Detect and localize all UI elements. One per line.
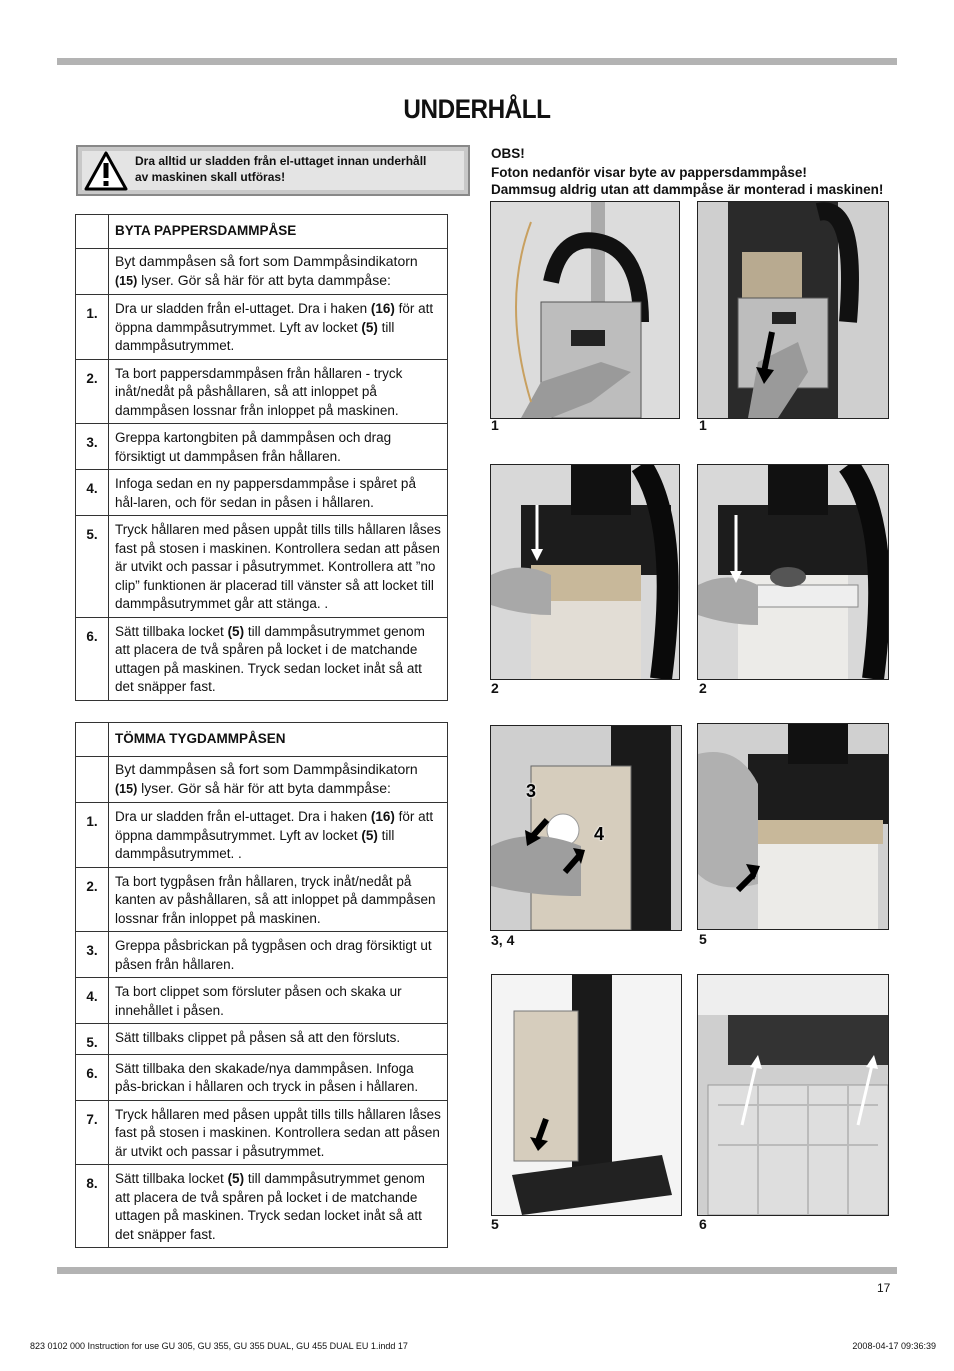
step-text: Dra ur sladden från el-uttaget. Dra i haken (16) för att öppna dammpåsutrymmet. Lyft av locket (5) till dammpåsutrymmet. . bbox=[109, 803, 448, 868]
step-text: Tryck hållaren med påsen uppåt tills tills hållaren låses fast på stosen i maskinen. Kontrollera sedan att påsen är utvikt och passar i påsutrymmet. bbox=[109, 1100, 448, 1165]
step-number: 3. bbox=[76, 932, 109, 978]
section-intro bbox=[109, 757, 448, 803]
section-tomma-table bbox=[75, 722, 448, 1248]
bottom-rule bbox=[57, 1267, 897, 1274]
step-number: 8. bbox=[76, 1165, 109, 1248]
step-text: Greppa kartongbiten på dammpåsen och drag försiktigt ut dammpåsen från hållaren. bbox=[109, 424, 448, 470]
step-number: 2. bbox=[76, 867, 109, 932]
intro-text-end: lyser. Gör så här för att byta dammpåse: bbox=[137, 779, 391, 796]
step-number: 5. bbox=[76, 1024, 109, 1055]
step-row bbox=[76, 1024, 448, 1055]
step-row bbox=[76, 516, 448, 618]
section-byta-table bbox=[75, 214, 448, 701]
intro-text-end: lyser. Gör så här för att byta dammpåse: bbox=[137, 271, 391, 288]
photo-4 bbox=[697, 723, 889, 930]
step-row bbox=[76, 1054, 448, 1100]
step-number: 3. bbox=[76, 424, 109, 470]
obs-label: OBS! bbox=[491, 146, 525, 161]
photo-label: 2 bbox=[491, 680, 499, 696]
intro-text: Byt dammpåsen så fort som Dammpåsindikatorn bbox=[115, 761, 418, 777]
step-row bbox=[76, 803, 448, 868]
step-text: Sätt tillbaka locket (5) till dammpåsutrymmet genom att placera de två spåren på locket i de matchande uttagen på maskinen. Tryck sedan locket inåt så att det snäpper fast. bbox=[109, 1165, 448, 1248]
photo-5-illustration bbox=[492, 975, 681, 1215]
warning-box bbox=[76, 145, 470, 196]
step-row bbox=[76, 867, 448, 932]
step-text: Dra ur sladden från el-uttaget. Dra i haken (16) för att öppna dammpåsutrymmet. Lyft av locket (5) till dammpåsutrymmet. bbox=[109, 295, 448, 360]
obs-line-1: Foton nedanför visar byte av pappersdammpåse! bbox=[491, 165, 807, 180]
footer-file-info: 823 0102 000 Instruction for use GU 305, GU 355, GU 355 DUAL, GU 455 DUAL EU 1.indd 17 bbox=[30, 1341, 408, 1351]
warning-line-1: Dra alltid ur sladden från el-uttaget innan underhåll bbox=[135, 154, 427, 168]
photo-6-illustration bbox=[698, 975, 888, 1215]
photo-label: 6 bbox=[699, 1216, 707, 1232]
step-row bbox=[76, 470, 448, 516]
header-blank-cell bbox=[76, 215, 109, 249]
step-text: Sätt tillbaka den skakade/nya dammpåsen. Infoga pås-brickan i hållaren och tryck in påsen i hållaren. bbox=[109, 1054, 448, 1100]
step-number: 6. bbox=[76, 617, 109, 700]
step-text: Tryck hållaren med påsen uppåt tills tills hållaren låses fast på stosen i maskinen. Kontrollera sedan att påsen är utvikt och passar i påsutrymmet. Kontrollera att ”no clip” funktionen är placerad till vänster så att locket till dammpåsutrymmet går att stänga. . bbox=[109, 516, 448, 618]
section-heading: BYTA PAPPERSDAMMPÅSE bbox=[109, 215, 448, 249]
photo-1a bbox=[490, 201, 680, 419]
photo-label: 5 bbox=[491, 1216, 499, 1232]
step-number: 5. bbox=[76, 516, 109, 618]
intro-text: Byt dammpåsen så fort som Dammpåsindikatorn bbox=[115, 253, 418, 269]
top-rule bbox=[57, 58, 897, 65]
intro-blank-cell bbox=[76, 757, 109, 803]
footer-timestamp: 2008-04-17 09:36:39 bbox=[852, 1341, 936, 1351]
step-number: 1. bbox=[76, 295, 109, 360]
intro-blank-cell bbox=[76, 249, 109, 295]
obs-line-2: Dammsug aldrig utan att dammpåse är monterad i maskinen! bbox=[491, 182, 884, 197]
header-blank-cell bbox=[76, 723, 109, 757]
step-number: 4. bbox=[76, 978, 109, 1024]
photo-1a-illustration bbox=[491, 202, 679, 418]
step-number: 7. bbox=[76, 1100, 109, 1165]
step-row bbox=[76, 932, 448, 978]
intro-ref: (15) bbox=[115, 781, 138, 796]
step-number: 4. bbox=[76, 470, 109, 516]
photo-2a-illustration bbox=[491, 465, 679, 679]
warning-text bbox=[135, 153, 455, 185]
step-number: 2. bbox=[76, 359, 109, 424]
photo-label: 2 bbox=[699, 680, 707, 696]
photo-label: 5 bbox=[699, 931, 707, 947]
obs-note bbox=[491, 145, 883, 198]
intro-ref: (15) bbox=[115, 273, 138, 288]
step-text: Infoga sedan en ny pappersdammpåse i spåret på hål-laren, och för sedan in påsen i hållaren. bbox=[109, 470, 448, 516]
photo-2b-illustration bbox=[698, 465, 888, 679]
photo-3 bbox=[490, 725, 682, 931]
photo-3-illustration bbox=[491, 726, 681, 930]
photo-6 bbox=[697, 974, 889, 1216]
photo-label: 1 bbox=[491, 417, 499, 433]
photo-4-illustration bbox=[698, 724, 888, 929]
step-row bbox=[76, 359, 448, 424]
photo-2a bbox=[490, 464, 680, 680]
photo-1b-illustration bbox=[698, 202, 888, 418]
photo-callout: 4 bbox=[594, 824, 605, 844]
step-text: Ta bort clippet som försluter påsen och skaka ur innehållet i påsen. bbox=[109, 978, 448, 1024]
step-text: Ta bort pappersdammpåsen från hållaren - tryck inåt/nedåt på påshållaren, så att inloppet på dammpåsen lossnar från inloppet på maskinen. bbox=[109, 359, 448, 424]
step-text: Sätt tillbaka locket (5) till dammpåsutrymmet genom att placera de två spåren på locket i de matchande uttagen på maskinen. Tryck sedan locket inåt så att det snäpper fast. bbox=[109, 617, 448, 700]
step-text: Ta bort tygpåsen från hållaren, tryck inåt/nedåt på kanten av påshållaren, så att inloppet på dammpåsen lossnar från inloppet på maskinen. bbox=[109, 867, 448, 932]
warning-line-2: av maskinen skall utföras! bbox=[135, 170, 286, 184]
photo-label: 3, 4 bbox=[491, 932, 515, 948]
photo-2b bbox=[697, 464, 889, 680]
step-number: 6. bbox=[76, 1054, 109, 1100]
step-row bbox=[76, 978, 448, 1024]
step-text: Greppa påsbrickan på tygpåsen och drag försiktigt ut påsen från hållaren. bbox=[109, 932, 448, 978]
photo-callout: 3 bbox=[526, 781, 537, 801]
photo-1b bbox=[697, 201, 889, 419]
step-text: Sätt tillbaks clippet på påsen så att den försluts. bbox=[109, 1024, 448, 1055]
step-row bbox=[76, 1165, 448, 1248]
step-row bbox=[76, 424, 448, 470]
photo-5 bbox=[491, 974, 682, 1216]
photo-label: 1 bbox=[699, 417, 707, 433]
page-title: UNDERHÅLL bbox=[403, 94, 551, 124]
step-row bbox=[76, 1100, 448, 1165]
page-number: 17 bbox=[877, 1281, 891, 1295]
section-intro bbox=[109, 249, 448, 295]
step-row bbox=[76, 617, 448, 700]
step-number: 1. bbox=[76, 803, 109, 868]
section-heading: TÖMMA TYGDAMMPÅSEN bbox=[109, 723, 448, 757]
step-row bbox=[76, 295, 448, 360]
warning-triangle-icon bbox=[84, 151, 128, 191]
